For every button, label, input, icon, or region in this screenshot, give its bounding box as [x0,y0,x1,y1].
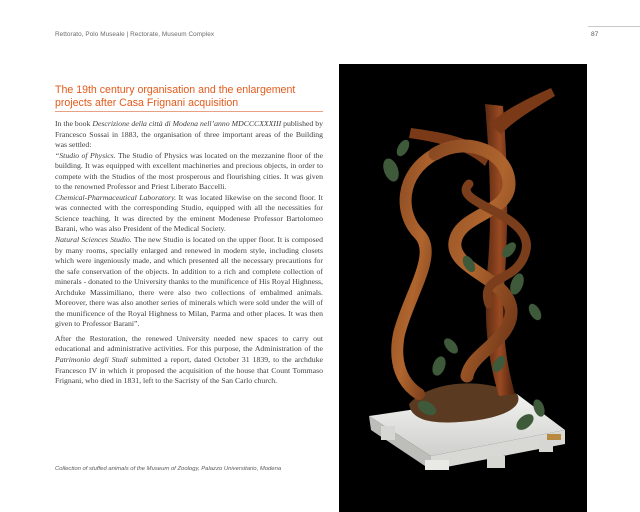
paragraph-natural-sciences [55,235,323,330]
running-head: Rettorato, Polo Museale | Rectorate, Museum Complex [55,31,215,38]
patrimonio-title: Patrimonio degli Studi [55,355,128,365]
chemistry-text: It was located likewise on the second floor. It was connected with the corresponding Studio, equipped with all the necessities for Science teaching. It was directed by the eminent Modenese Professor Bartolomeo Barani, who was also President of the Medical Society. [55,192,323,234]
intro-text-cont: published by Francesco Sossai in 1883, the organisation of three important areas of the Building was settled: [55,119,323,150]
page-number: 87 [591,31,599,38]
book-title: Descrizione della città di Modena nell’anno MDCCCXXXIII [92,119,282,128]
paragraph-chemistry [55,193,323,235]
natural-sciences-text: The new Studio is located on the upper floor. It is composed by many rooms, specially enlarged and renewed in modern style, including closets which were ingeniously made, and which presented all the necessary precautions for the safe conservation of the objects. In addition to a rich and complete collection of minerals - donated to the University thanks to the munificence of His Royal Highness, Archduke Massimiliano, there were also two collections of embalmed animals. Moreover, there was also another series of minerals which were sold under the will of the munificence of the Royal Highness to Milan, Parma and other places. It was then given to Professor Barani”. [55,235,323,329]
natural-sciences-lead: Natural Sciences Studio. [55,235,132,245]
physics-lead: “Studio of Physics. [55,150,116,160]
chemistry-lead: Chemical-Pharmaceutical Laboratory. [55,192,177,202]
restoration-text-cont: submitted a report, dated October 31 1839, to the archduke Francesco IV in which it proposed the acquisition of the house that Count Tommaso Frignani, who died in 1831, left to the Sacristy of the San Carlo church. [55,355,323,386]
physics-text: The Studio of Physics was located on the mezzanine floor of the building. It was equipped with excellent machineries and precious objects, in order to compete with the Studios of the most prosperous and flourishing cities. It was given to the renowned Professor and Priest Liberato Baccelli. [55,150,323,192]
heading-rule [55,111,323,112]
restoration-text: After the Restoration, the renewed University needed new spaces to carry out educational and administrative activities. For this purpose, the Administration of the [55,333,323,354]
paragraph-intro [55,119,323,151]
page-number-rule [588,26,640,27]
paragraph-restoration [55,334,323,387]
paragraph-physics [55,151,323,193]
snake-specimen-illustration [339,64,587,512]
museum-photo [339,64,587,512]
body-text [55,119,323,387]
section-heading: The 19th century organisation and the enlargement projects after Casa Frignani acquisition [55,84,296,109]
intro-text: In the book [55,119,93,128]
figure-caption: Collection of stuffed animals of the Museum of Zoology, Palazzo Universitario, Modena [55,466,282,472]
